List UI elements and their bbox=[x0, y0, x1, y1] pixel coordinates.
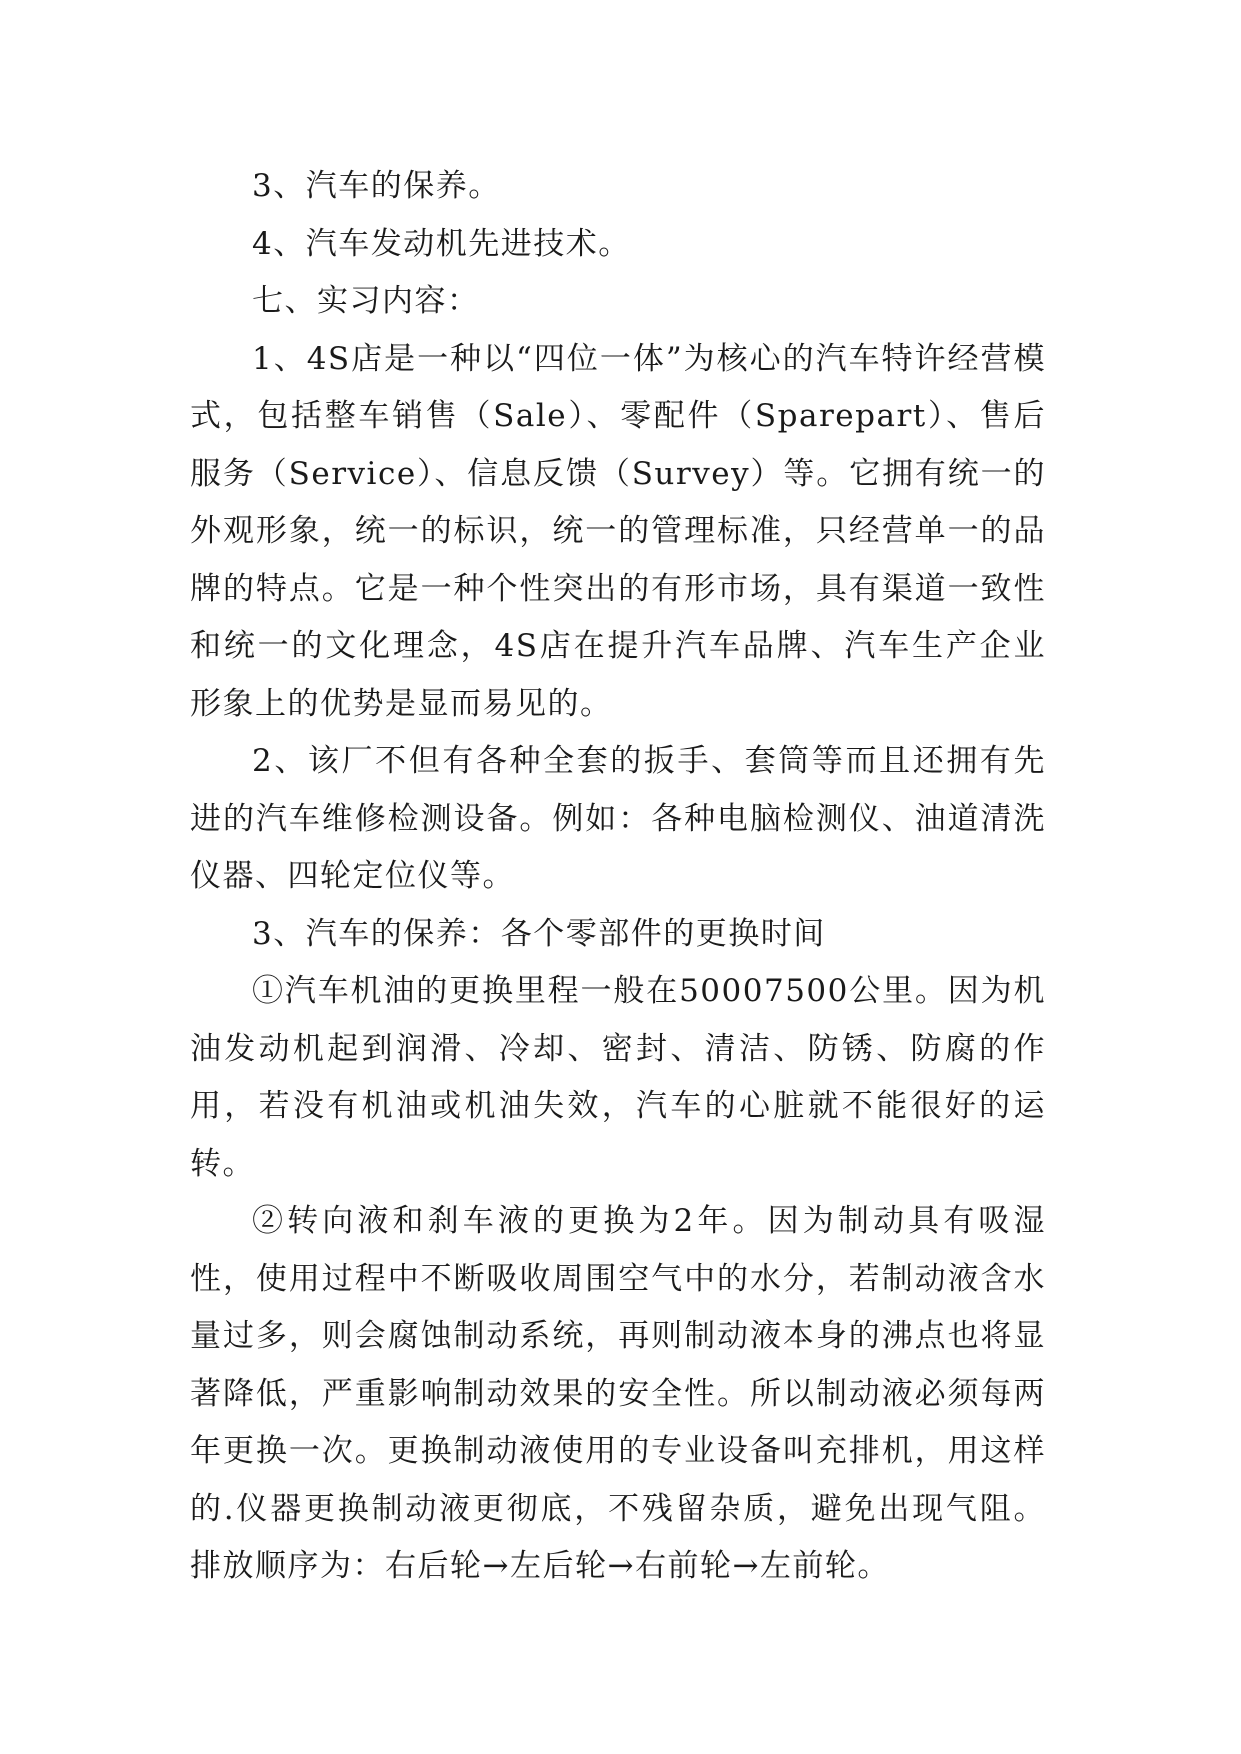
paragraph-engine-oil: ①汽车机油的更换里程一般在50007500公里。因为机油发动机起到润滑、冷却、密封、清洁、防锈、防腐的作用，若没有机油或机油失效，汽车的心脏就不能很好的运转。 bbox=[190, 973, 1046, 1182]
paragraph-engine-tech-item: 4、汽车发动机先进技术。 bbox=[252, 225, 631, 262]
paragraph-brake-fluid: ②转向液和刹车液的更换为2年。因为制动具有吸湿性，使用过程中不断吸收周围空气中的水分，若制动液含水量过多，则会腐蚀制动系统，再则制动液本身的沸点也将显著降低，严重影响制动效果的安全性。所以制动液必须每两年更换一次。更换制动液使用的专业设备叫充排机，用这样的.仪器更换制动液更彻底，不残留杂质，避免出现气阻。排放顺序为：右后轮→左后轮→右前轮→左前轮。 bbox=[190, 1203, 1046, 1584]
section-heading-internship-content: 七、实习内容： bbox=[252, 283, 480, 319]
paragraph-4s-store: 1、4S店是一种以“四位一体”为核心的汽车特许经营模式，包括整车销售（Sale）、零配件（Sparepart）、售后服务（Service）、信息反馈（Survey）等。它拥有统一的外观形象，统一的标识，统一的管理标准，只经营单一的品牌的特点。它是一种个性突出的有形市场，具有渠道一致性和统一的文化理念，4S店在提升汽车品牌、汽车生产企业形象上的优势是显而易见的。 bbox=[190, 340, 1046, 722]
paragraph-maintenance-heading: 3、汽车的保养：各个零部件的更换时间 bbox=[252, 915, 826, 952]
document-body bbox=[190, 158, 1046, 1596]
paragraph-maintenance-item: 3、汽车的保养。 bbox=[252, 168, 501, 204]
paragraph-equipment: 2、该厂不但有各种全套的扳手、套筒等而且还拥有先进的汽车维修检测设备。例如：各种电脑检测仪、油道清洗仪器、四轮定位仪等。 bbox=[190, 743, 1046, 894]
